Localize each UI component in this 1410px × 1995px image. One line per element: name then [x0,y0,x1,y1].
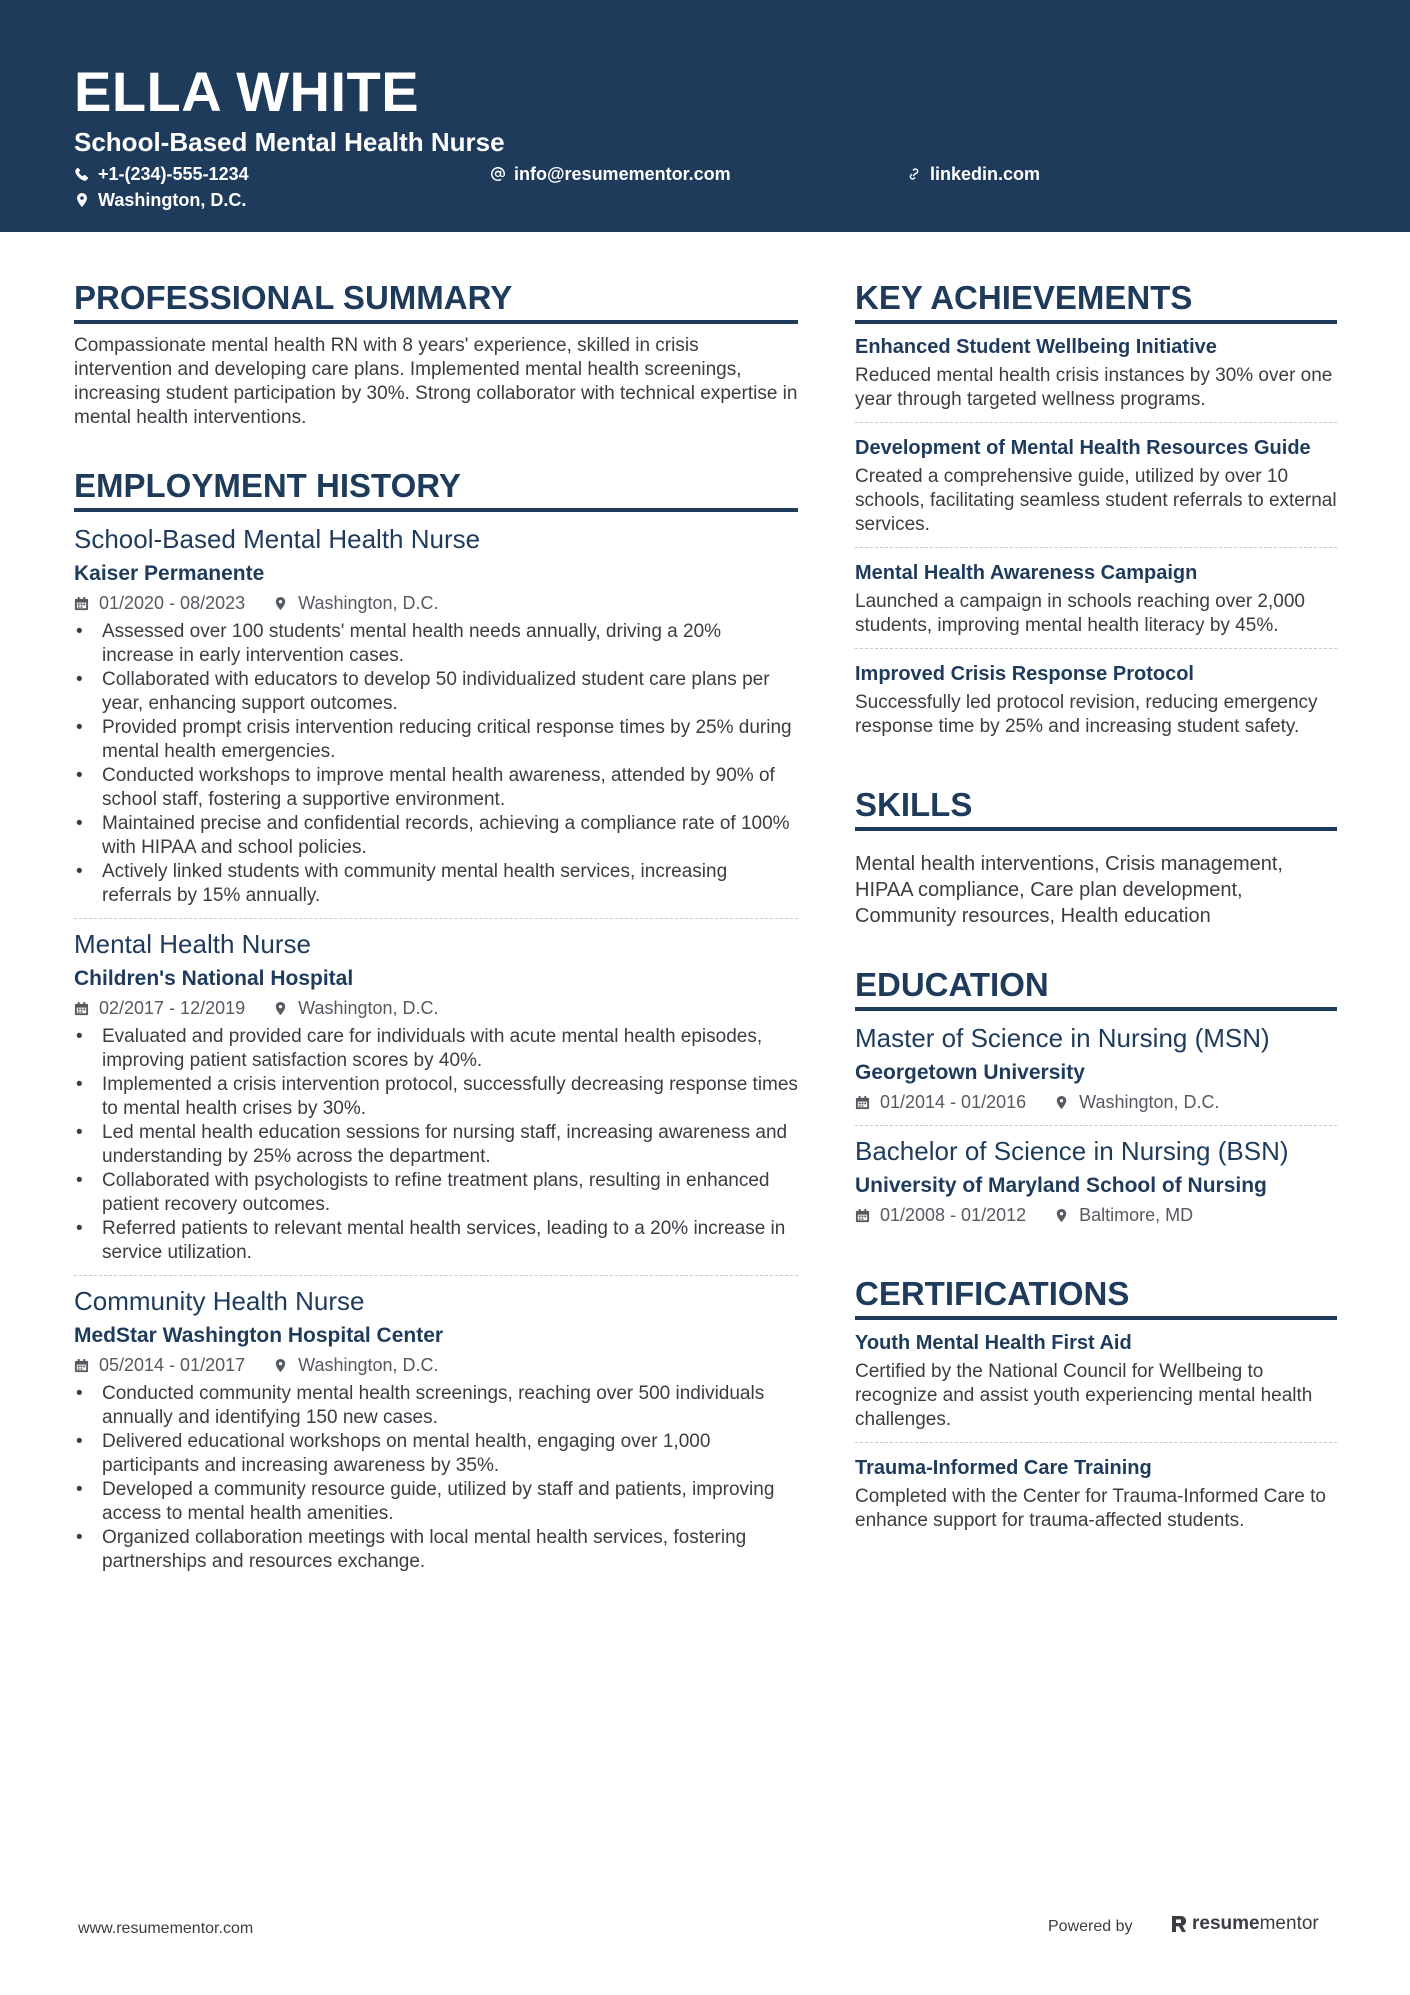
calendar-icon [855,1208,870,1223]
education-item [855,1021,1337,1126]
location-text: Washington, D.C. [298,1355,439,1375]
date-range: 01/2020 - 08/2023 [99,593,246,613]
achievement-item [855,334,1337,423]
location [1054,1202,1193,1228]
location-text: Washington, D.C. [298,593,439,613]
calendar-icon [74,596,89,611]
summary-text: Compassionate mental health RN with 8 years' experience, skilled in crisis intervention and developing care plans. Implemented mental health screenings, increasing student participation by 30%. Strong collaborator with technical expertise in mental health interventions. [74,335,798,428]
email-text: info@resumementor.com [514,164,731,184]
achievement-item [855,560,1337,649]
achievement-item [855,435,1337,548]
location [273,590,438,616]
contact-location [74,188,246,212]
map-pin-icon [273,1358,288,1373]
job-entry [74,1284,798,1584]
summary-heading: PROFESSIONAL SUMMARY [74,278,798,324]
job-bullet: • Delivered educational workshops on mental health, engaging over 1,000 participants and increasing awareness by 35%. [74,1430,798,1478]
left-column [74,278,798,1620]
skills-text: Mental health interventions, Crisis management, HIPAA compliance, Care plan development, Community resources, Health education [855,853,1283,927]
job-bullet: • Actively linked students with community mental health services, increasing referrals by 15% annually. [74,860,798,908]
map-pin-icon [273,1001,288,1016]
calendar-icon [74,1001,89,1016]
job-bullets [74,1025,798,1265]
skills-section [855,785,1337,929]
map-pin-icon [1054,1095,1069,1110]
contact-email[interactable] [490,162,731,186]
degree-title: Bachelor of Science in Nursing (BSN) [855,1136,1289,1166]
job-bullet: • Maintained precise and confidential records, achieving a compliance rate of 100% with HIPAA and school policies. [74,812,798,860]
company-name: Children's National Hospital [74,967,354,990]
employment-section [74,466,798,1584]
achievement-title: Improved Crisis Response Protocol [855,663,1194,685]
achievement-text: Reduced mental health crisis instances by 30% over one year through targeted wellness programs. [855,365,1333,410]
location [273,995,438,1021]
achievement-text: Created a comprehensive guide, utilized by over 10 schools, facilitating seamless student referrals to external services. [855,466,1337,535]
phone-text: +1-(234)-555-1234 [98,164,249,184]
certification-text: Certified by the National Council for Wellbeing to recognize and assist youth experiencing mental health challenges. [855,1361,1313,1430]
job-bullet: • Developed a community resource guide, utilized by staff and patients, improving access to mental health amenities. [74,1478,798,1526]
achievement-list [855,334,1337,749]
certification-item [855,1330,1337,1443]
candidate-name: ELLA WHITE [74,60,420,123]
job-bullet: • Organized collaboration meetings with local mental health services, fostering partnerships and resources exchange. [74,1526,798,1574]
achievement-text: Launched a campaign in schools reaching over 2,000 students, improving mental health literacy by 45%. [855,591,1305,636]
job-bullet: • Led mental health education sessions for nursing staff, increasing awareness and understanding by 25% across the department. [74,1121,798,1169]
education-list [855,1021,1337,1238]
date-range: 05/2014 - 01/2017 [99,1355,246,1375]
date-location-row [74,995,798,1021]
date-range: 01/2008 - 01/2012 [880,1205,1027,1225]
location-text: Baltimore, MD [1079,1205,1194,1225]
date-range: 01/2014 - 01/2016 [880,1092,1027,1112]
achievement-title: Enhanced Student Wellbeing Initiative [855,336,1217,358]
employment-heading: EMPLOYMENT HISTORY [74,466,798,512]
footer-powered-by: Powered by [1048,1918,1133,1935]
job-bullet: • Referred patients to relevant mental health services, leading to a 20% increase in service utilization. [74,1217,798,1265]
certification-item [855,1455,1337,1543]
location [273,1352,438,1378]
footer-logo[interactable] [1170,1913,1319,1935]
job-bullet: • Evaluated and provided care for individuals with acute mental health episodes, improving patient satisfaction scores by 40%. [74,1025,798,1073]
candidate-title: School-Based Mental Health Nurse [74,127,505,157]
certification-title: Youth Mental Health First Aid [855,1332,1132,1354]
certifications-heading: CERTIFICATIONS [855,1274,1337,1320]
education-heading: EDUCATION [855,965,1337,1011]
job-bullet: • Conducted community mental health screenings, reaching over 500 individuals annually and identifying 150 new cases. [74,1382,798,1430]
logo-text-bold: resume [1192,1913,1260,1934]
job-entry [74,522,798,919]
certification-text: Completed with the Center for Trauma-Informed Care to enhance support for trauma-affected students. [855,1486,1326,1531]
job-bullets [74,1382,798,1574]
skills-heading: SKILLS [855,785,1337,831]
logo-text-light: mentor [1259,1913,1319,1934]
calendar-icon [74,1358,89,1373]
job-bullet: • Provided prompt crisis intervention reducing critical response times by 25% during mental health emergencies. [74,716,798,764]
resumementor-logo-icon [1170,1914,1188,1934]
certification-title: Trauma-Informed Care Training [855,1457,1152,1479]
job-bullet: • Assessed over 100 students' mental health needs annually, driving a 20% increase in early intervention cases. [74,620,798,668]
job-title: School-Based Mental Health Nurse [74,524,481,554]
link-icon [906,166,922,182]
map-pin-icon [273,596,288,611]
certification-list [855,1330,1337,1543]
map-pin-icon [74,192,90,208]
company-name: MedStar Washington Hospital Center [74,1324,444,1347]
date-range: 02/2017 - 12/2019 [99,998,246,1018]
achievements-heading: KEY ACHIEVEMENTS [855,278,1337,324]
achievement-text: Successfully led protocol revision, reducing emergency response time by 25% and increasing student safety. [855,692,1318,737]
job-bullet: • Implemented a crisis intervention protocol, successfully decreasing response times to mental health crises by 30%. [74,1073,798,1121]
map-pin-icon [1054,1208,1069,1223]
achievements-section [855,278,1337,749]
linkedin-text: linkedin.com [930,164,1041,184]
education-item [855,1134,1337,1238]
date-location-row [74,590,798,616]
location-text: Washington, D.C. [98,190,247,210]
phone-icon [74,166,90,182]
calendar-icon [855,1095,870,1110]
achievement-item [855,661,1337,749]
contact-linkedin[interactable] [906,162,1040,186]
degree-title: Master of Science in Nursing (MSN) [855,1023,1270,1053]
right-column [855,278,1337,1579]
achievement-title: Mental Health Awareness Campaign [855,562,1198,584]
job-entry [74,927,798,1276]
company-name: Kaiser Permanente [74,562,265,585]
certifications-section [855,1274,1337,1543]
school-name: University of Maryland School of Nursing [855,1174,1267,1197]
summary-section [74,278,798,430]
job-bullet: • Collaborated with educators to develop 50 individualized student care plans per year, enhancing support outcomes. [74,668,798,716]
job-list [74,522,798,1584]
job-bullet: • Collaborated with psychologists to refine treatment plans, resulting in enhanced patient recovery outcomes. [74,1169,798,1217]
job-title: Community Health Nurse [74,1286,365,1316]
date-location-row [855,1202,1337,1228]
job-bullet: • Conducted workshops to improve mental health awareness, attended by 90% of school staff, fostering a supportive environment. [74,764,798,812]
school-name: Georgetown University [855,1061,1085,1084]
contact-phone[interactable] [74,162,249,186]
job-bullets [74,620,798,908]
achievement-title: Development of Mental Health Resources Guide [855,437,1311,459]
at-icon [490,166,506,182]
date-location-row [74,1352,798,1378]
location-text: Washington, D.C. [1079,1092,1220,1112]
header [0,0,1410,232]
location-text: Washington, D.C. [298,998,439,1018]
location [1054,1089,1219,1115]
education-section [855,965,1337,1238]
job-title: Mental Health Nurse [74,929,311,959]
footer-url[interactable]: www.resumementor.com [78,1920,254,1937]
date-location-row [855,1089,1337,1115]
